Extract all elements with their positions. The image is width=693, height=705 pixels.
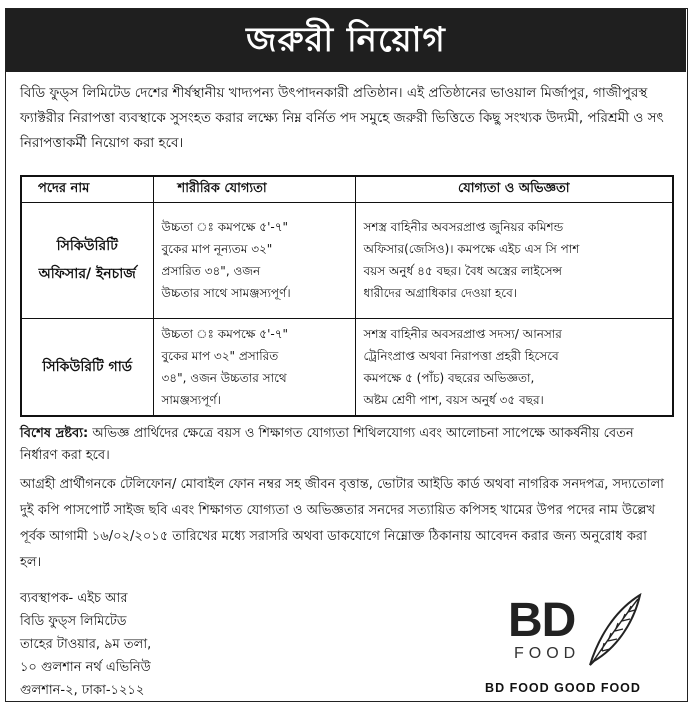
physical-line: ৩৪", ওজন উচ্চতার সাথে [161, 370, 287, 385]
header-qualification: যোগ্যতা ও অভিজ্ঞতা [355, 176, 673, 202]
qualification-line: সশস্ত্র বাহিনীর অবসরপ্রাপ্ত জুনিয়র কমিশন্ড [363, 220, 564, 234]
physical-line: উচ্চতা ঃ কমপক্ষে ৫'-৭" [161, 326, 289, 341]
post-line: অফিসার/ ইনচার্জ [38, 266, 136, 282]
address-line: বিডি ফুড্স লিমিটেড [20, 614, 127, 629]
physical-requirements [153, 202, 355, 318]
physical-requirements [153, 318, 355, 416]
physical-line: বুকের মাপ নূন্যতম ৩২" [161, 242, 273, 256]
positions-table [20, 175, 674, 417]
note-label: বিশেষ দ্রষ্টব্য: [20, 426, 89, 441]
table-row [21, 202, 673, 318]
logo-food-text: FOOD [514, 645, 581, 662]
physical-line: প্রসারিত ৩৪", ওজন [161, 264, 261, 278]
table-row [21, 318, 673, 416]
logo-tagline: BD FOOD GOOD FOOD [485, 681, 641, 695]
post-line: সিকিউরিটি [56, 238, 118, 254]
special-note [20, 423, 672, 467]
qualification-line: অফিসার(জেসিও)। কমপক্ষে এইচ এস সি পাশ [363, 242, 580, 256]
job-advertisement [5, 8, 688, 702]
logo-bd-text: BD [508, 594, 576, 647]
post-security-guard [21, 318, 153, 416]
note-text: অভিজ্ঞ প্রার্থিদের ক্ষেত্রে বয়স ও শিক্ষাগত যোগ্যতা শিথিলযোগ্য এবং আলোচনা সাপেক্ষে আকর্ষনীয় বেতন নির্ধারণ করা হবে। [20, 426, 634, 463]
address-line: ব্যবস্থাপক- এইচ আর [20, 591, 128, 606]
qualification-line: সশস্ত্র বাহিনীর অবসরপ্রাপ্ত সদস্য/ আনসার [363, 326, 562, 341]
physical-line: সামঞ্জস্যপূর্ণ। [161, 392, 221, 407]
application-instructions: আগ্রহী প্রার্থীগনকে টেলিফোন/ মোবাইল ফোন নম্বর সহ জীবন বৃত্তান্ত, ভোটার আইডি কার্ড অথবা নাগরিক সনদপত্র, সদ্যতোলা দুই কপি পাসপোর্ট সাইজ ছবি এবং শিক্ষাগত যোগ্যতা ও অভিজ্ঞতার সনদের সত্যায়িত কপিসহ খামের উপর পদের নাম উল্লেখ পূর্বক আগামী ১৬/০২/২০১৫ তারিখের মধ্যে সরাসরি অথবা ডাকযোগে নিম্নোক্ত ঠিকানায় আবেদন করার জন্য অনুরোধ করা হল। [20, 477, 664, 570]
post-security-officer [21, 202, 153, 318]
address-line: তাহের টাওয়ার, ৯ম তলা, [20, 637, 152, 652]
address-block [20, 587, 320, 702]
physical-line: বুকের মাপ ৩২" প্রসারিত [161, 348, 279, 363]
table-header-row [21, 176, 673, 202]
intro-paragraph: বিডি ফুড্স লিমিটেড দেশের শীর্ষস্থানীয় খাদ্যপন্য উৎপাদনকারী প্রতিষ্ঠান। এই প্রতিষ্ঠানের ভাওয়াল মির্জাপুর, গাজীপুরস্থ ফ্যাক্টরীর নিরাপত্তা ব্যবস্থাকে সুসংহত করার লক্ষ্যে নিম্ন বর্নিত পদ সমুহে জরুরী ভিত্তিতে কিছু সংখ্যক উদ্যমী, পরিশ্রমী ও সৎ নিরাপত্তাকর্মী নিয়োগ করা হবে। [20, 85, 664, 151]
qualification-line: কমপক্ষে ৫ (পাঁচ) বছরের অভিজ্ঞতা, [363, 370, 535, 385]
physical-line: উচ্চতার সাথে সামঞ্জস্যপূর্ণ। [161, 286, 291, 300]
qualification-line: ট্রেনিংপ্রাপ্ত অথবা নিরাপত্তা প্রহরী হিসেবে [363, 348, 559, 363]
qualification-requirements [355, 202, 673, 318]
qualification-line: ধারীদের অগ্রাধিকার দেওয়া হবে। [363, 286, 518, 300]
bd-food-logo [456, 589, 676, 699]
address-line: গুলশান-২, ঢাকা-১২১২ [20, 683, 145, 698]
headline: জরুরী নিয়োগ [6, 9, 686, 72]
header-post: পদের নাম [21, 176, 153, 202]
header-physical: শারীরিক যোগ্যতা [153, 176, 355, 202]
qualification-line: অষ্টম শ্রেণী পাশ, বয়স অনুর্ধ ৩৫ বছর। [363, 392, 544, 407]
leaf-icon [584, 591, 644, 669]
address-line: ১০ গুলশান নর্থ এভিনিউ [20, 660, 151, 675]
physical-line: উচ্চতা ঃ কমপক্ষে ৫'-৭" [161, 220, 289, 234]
qualification-requirements [355, 318, 673, 416]
qualification-line: বয়স অনুর্ধ ৪৫ বছর। বৈধ অস্ত্রের লাইসেন্স [363, 264, 562, 278]
post-line: সিকিউরিটি গার্ড [42, 358, 133, 375]
